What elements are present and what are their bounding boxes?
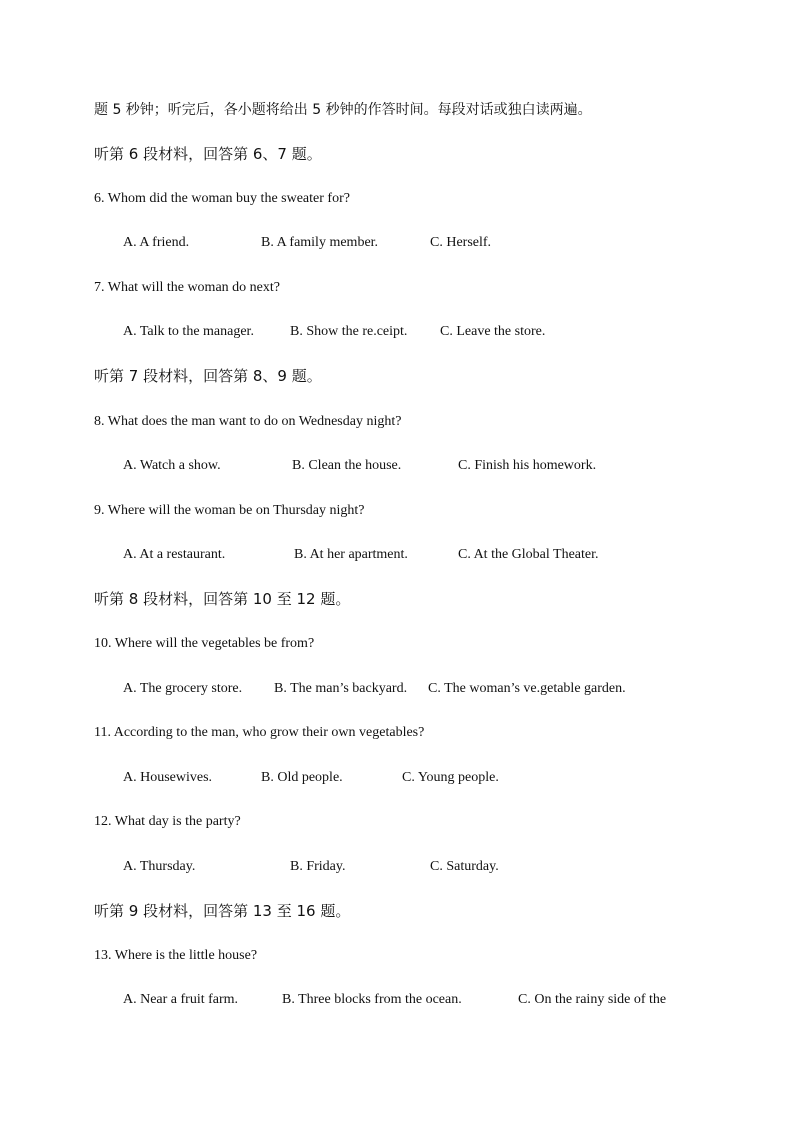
option-7-b: B. Show the re.ceipt. bbox=[290, 324, 408, 339]
instructions-text: 题 5 秒钟；听完后，各小题将给出 5 秒钟的作答时间。每段对话或独白读两遍。 bbox=[94, 102, 592, 118]
option-6-c: C. Herself. bbox=[430, 235, 492, 250]
question-6: 6. Whom did the woman buy the sweater for? bbox=[94, 191, 350, 206]
question-7: 7. What will the woman do next? bbox=[94, 280, 280, 295]
option-11-c: C. Young people. bbox=[402, 770, 499, 785]
section-header-9: 听第 9 段材料，回答第 13 至 16 题。 bbox=[94, 902, 351, 920]
option-13-c: C. On the rainy side of the bbox=[518, 992, 667, 1007]
option-7-c: C. Leave the store. bbox=[440, 324, 546, 339]
option-9-c: C. At the Global Theater. bbox=[458, 547, 599, 562]
option-9-a: A. At a restaurant. bbox=[123, 547, 226, 562]
option-12-a: A. Thursday. bbox=[123, 859, 196, 874]
option-12-b: B. Friday. bbox=[290, 859, 346, 874]
option-11-b: B. Old people. bbox=[261, 770, 343, 785]
section-header-7: 听第 7 段材料，回答第 8、9 题。 bbox=[94, 367, 322, 385]
option-8-a: A. Watch a show. bbox=[123, 458, 221, 473]
question-11: 11. According to the man, who grow their own vegetables? bbox=[94, 725, 425, 740]
question-8: 8. What does the man want to do on Wednesday night? bbox=[94, 414, 402, 429]
option-8-b: B. Clean the house. bbox=[292, 458, 402, 473]
option-9-b: B. At her apartment. bbox=[294, 547, 408, 562]
section-header-6: 听第 6 段材料，回答第 6、7 题。 bbox=[94, 145, 322, 163]
section-header-8: 听第 8 段材料，回答第 10 至 12 题。 bbox=[94, 590, 351, 608]
option-11-a: A. Housewives. bbox=[123, 770, 213, 785]
question-12: 12. What day is the party? bbox=[94, 814, 241, 829]
option-8-c: C. Finish his homework. bbox=[458, 458, 597, 473]
option-10-c: C. The woman’s ve.getable garden. bbox=[428, 681, 626, 696]
question-9: 9. Where will the woman be on Thursday night? bbox=[94, 503, 365, 518]
option-10-b: B. The man’s backyard. bbox=[274, 681, 408, 696]
question-13: 13. Where is the little house? bbox=[94, 948, 258, 963]
option-10-a: A. The grocery store. bbox=[123, 681, 243, 696]
option-7-a: A. Talk to the manager. bbox=[123, 324, 254, 339]
option-6-a: A. A friend. bbox=[123, 235, 190, 250]
option-13-a: A. Near a fruit farm. bbox=[123, 992, 239, 1007]
question-10: 10. Where will the vegetables be from? bbox=[94, 636, 315, 651]
option-13-b: B. Three blocks from the ocean. bbox=[282, 992, 462, 1007]
option-12-c: C. Saturday. bbox=[430, 859, 499, 874]
option-6-b: B. A family member. bbox=[261, 235, 379, 250]
